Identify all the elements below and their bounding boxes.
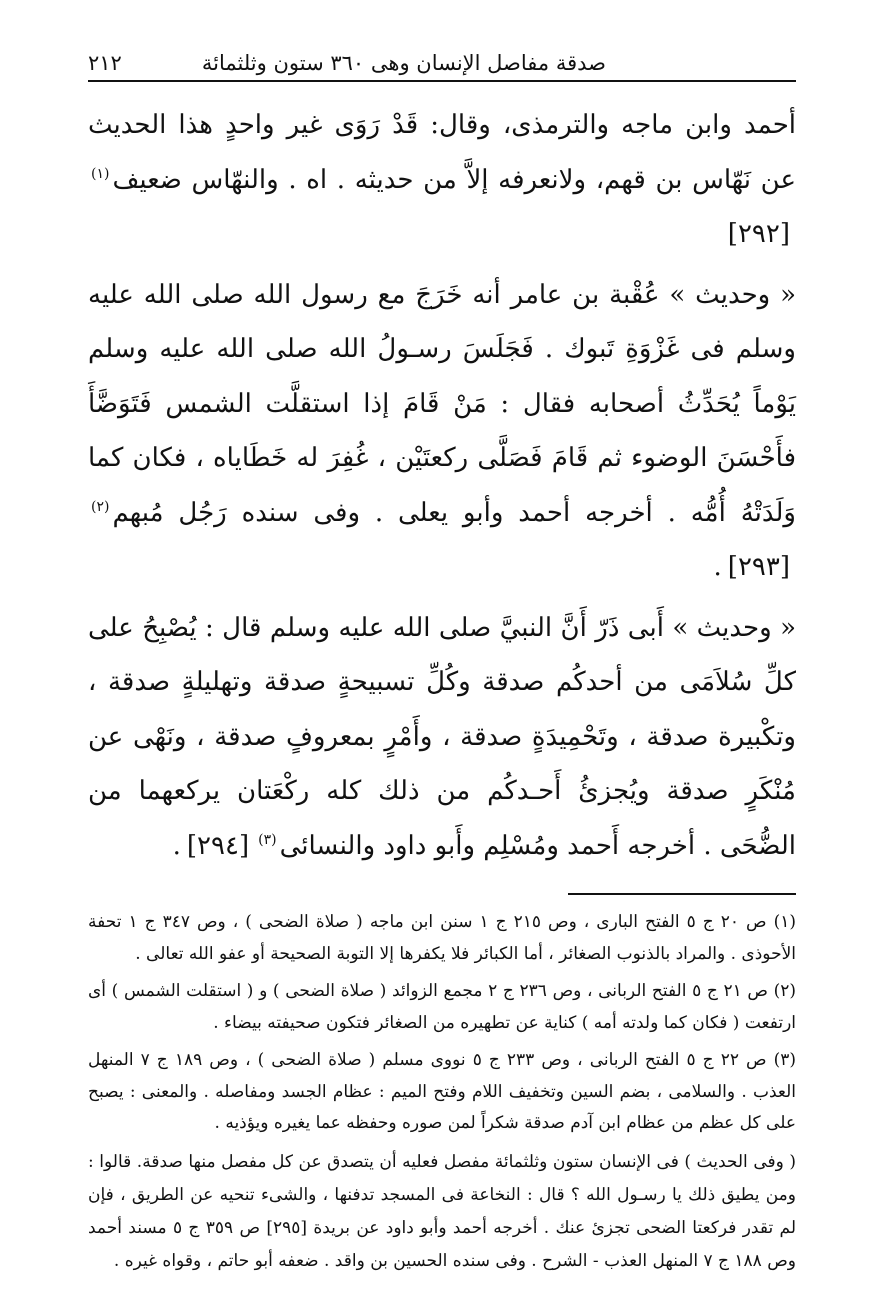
footnotes — [88, 907, 796, 1278]
paragraph-3-text: « وحديث » أَبى ذَرّ أَنَّ النبيَّ صلى الله عليه وسلم قال : يُصْبِحُ على كلِّ سُلاَمَى من أحدكُم صدقة وكُلِّ تسبيحةٍ صدقة وتهليلةٍ صدقة ، وتكْبيرة صدقة ، وتَحْمِيدَةٍ صدقة ، وأَمْرٍ بمعروفٍ صدقة ، ونَهْى عن مُنْكَرٍ صدقة ويُجزئُ أَحـدكُم من ذلك كله ركْعَتان يركعهما من الضُّحَى . أخرجه أَحمد ومُسْلِم وأَبو داود والنسائى — [88, 612, 796, 861]
paragraph-3 — [88, 601, 796, 874]
paragraph-2-end: . — [713, 552, 722, 582]
footnote-separator — [568, 893, 796, 895]
paragraph-2-text: « وحديث » عُقْبة بن عامر أنه خَرَجَ مع رسول الله صلى الله عليه وسلم فى غَزْوَةِ تَبوك . فَجَلَسَ رسـولُ الله صلى الله عليه وسلم يَوْماً يُحَدِّثُ أصحابه فقال : مَنْ قَامَ إذا استقلَّت الشمس فَتَوَضَّأَ فأَحْسَنَ الوضوء ثم قَامَ فَصَلَّى ركعتَيْن ، غُفِرَ له خَطَاياه ، فكان كما وَلَدَتْهُ أُمُّه . أخرجه أحمد وأبو يعلى . وفى سنده رَجُل مُبهم — [88, 279, 796, 528]
hadith-number-294: [٢٩٤] — [186, 830, 250, 861]
footnote-2: (٢) ص ٢١ ج ٥ الفتح الربانى ، وص ٢٣٦ ج ٢ مجمع الزوائد ( صلاة الضحى ) و ( استقلت الشمس ) أى ارتفعت ( فكان كما ولدته أمه ) كناية عن تطهيره من الصغائر فتكون صحيفته بيضاء . — [88, 981, 797, 1033]
running-title: صدقة مفاصل الإنسان وهى ٣٦٠ ستون وثلثمائة — [201, 51, 606, 75]
paragraph-1-text: أحمد وابن ماجه والترمذى، وقال: قَدْ رَوَى غير واحدٍ هذا الحديث عن نَهّاس بن قهم، ولانعرفه إلاَّ من حديثه . اه . والنهّاس ضعيف — [88, 110, 796, 195]
footnote-mark-2: (٢) — [91, 498, 110, 515]
running-header — [88, 34, 796, 82]
footnote-mark-3: (٣) — [258, 831, 277, 848]
footnote-3: (٣) ص ٢٢ ج ٥ الفتح الربانى ، وص ٢٣٣ ج ٥ نووى مسلم ( صلاة الضحى ) ، وص ١٨٩ ج ٧ المنهل العذب . والسلامى ، بضم السين وتخفيف اللام وفتح الميم : عظام الجسد ومفاصله . والمعنى : يصبح على كل عظم من عظام ابن آدم صدقة شكراً لمن صوره وحفظه عما يغيره ويؤذيه . — [88, 1050, 797, 1133]
paragraph-3-end: . — [172, 830, 181, 861]
paragraph-2 — [88, 268, 796, 595]
page-number: ٢١٢ — [88, 51, 122, 75]
hadith-number-293: [٢٩٣] — [727, 552, 790, 582]
hadith-number-292: [٢٩٢] — [727, 219, 790, 249]
book-page — [88, 34, 796, 1294]
closing-note: ( وفى الحديث ) فى الإنسان ستون وثلثمائة مفصل فعليه أن يتصدق عن كل مفصل منها صدقة. قالوا : ومن يطيق ذلك يا رسـول الله ؟ قال : النخاعة فى المسجد تدفنها ، والشىء تنحيه عن الطريق ، فإن لم تقدر فركعتا الضحى تجزئ عنك . أخرجه أحمد وأبو داود عن بريدة [٢٩٥] ص ٣٥٩ ج ٥ مسند أحمد وص ١٨٨ ج ٧ المنهل العذب - الشرح . وفى سنده الحسين بن واقد . ضعفه أبو حاتم ، وقواه غيره . — [88, 1151, 796, 1271]
footnote-mark-1: (١) — [91, 165, 110, 182]
paragraph-1 — [88, 98, 796, 262]
main-text — [88, 98, 796, 873]
footnote-1: (١) ص ٢٠ ج ٥ الفتح البارى ، وص ٢١٥ ج ١ سنن ابن ماجه ( صلاة الضحى ) ، وص ٣٤٧ ج ١ تحفة الأحوذى . والمراد بالذنوب الصغائر ، أما الكبائر فلا يكفرها إلا التوبة الصحيحة أو عفو الله تعالى . — [88, 912, 797, 964]
